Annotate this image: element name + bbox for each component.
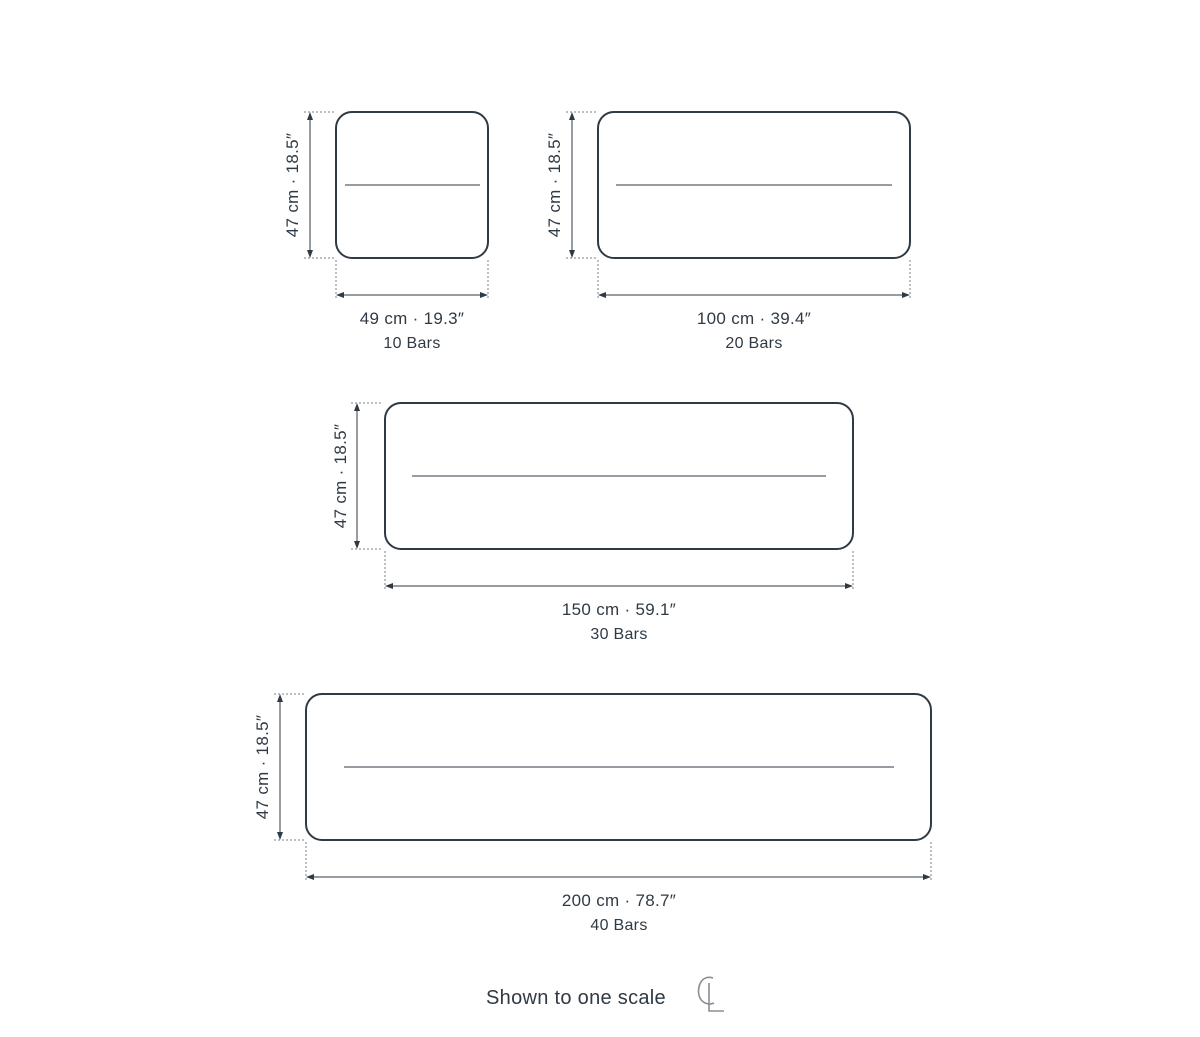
height-dimension <box>566 112 596 258</box>
width-label: 49 cm · 19.3″ <box>359 309 465 328</box>
height-label: 47 cm · 18.5″ <box>253 714 272 820</box>
cl-monogram-icon <box>699 977 724 1011</box>
width-label: 150 cm · 59.1″ <box>561 600 677 619</box>
size-item-49cm <box>283 112 488 352</box>
bars-label: 20 Bars <box>725 335 783 352</box>
bars-label: 10 Bars <box>383 335 441 352</box>
size-item-200cm <box>253 694 931 934</box>
height-dimension <box>274 694 304 840</box>
footer <box>486 977 724 1011</box>
height-label: 47 cm · 18.5″ <box>331 423 350 529</box>
height-label: 47 cm · 18.5″ <box>283 132 302 238</box>
size-item-100cm <box>545 112 910 352</box>
size-item-150cm <box>331 403 853 643</box>
width-label: 100 cm · 39.4″ <box>696 309 812 328</box>
bars-label: 40 Bars <box>590 917 648 934</box>
bars-label: 30 Bars <box>590 626 648 643</box>
height-dimension <box>351 403 383 549</box>
width-label: 200 cm · 78.7″ <box>561 891 677 910</box>
width-dimension <box>598 260 910 299</box>
height-label: 47 cm · 18.5″ <box>545 132 564 238</box>
height-dimension <box>304 112 334 258</box>
width-dimension <box>306 842 931 881</box>
width-dimension <box>385 551 853 590</box>
scale-caption: Shown to one scale <box>486 987 666 1009</box>
width-dimension <box>336 260 488 299</box>
